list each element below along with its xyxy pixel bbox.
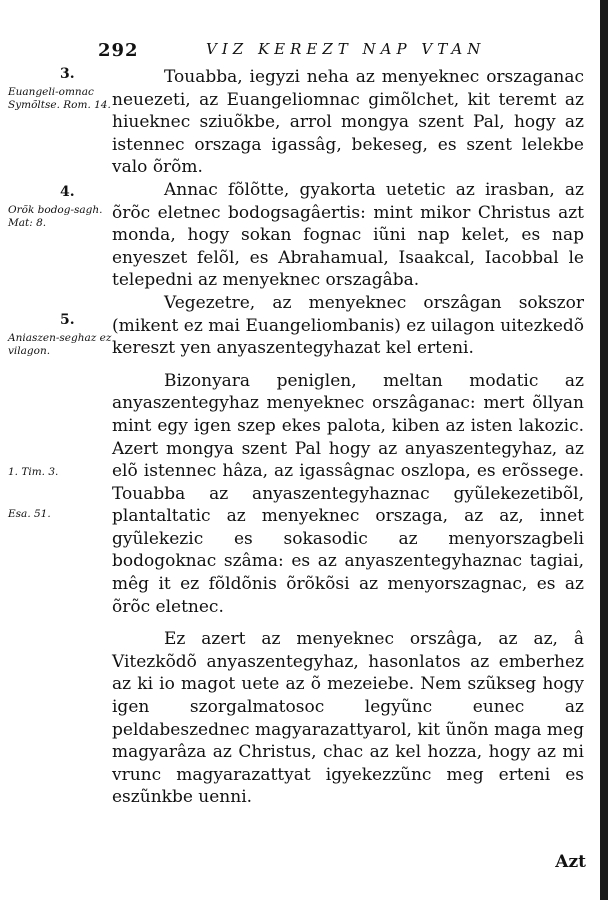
margin-note: Aniaszen-seghaz ez vilagon. xyxy=(8,332,112,357)
paragraph: Ez azert az menyeknec orszâga, az az, â Vitezkõdõ anyaszentegyhaz, hasonlatos az emberhez az ki io magot uete az õ mezeiebe. Nem szũkseg hogy igen szorgalmatosoc legyũnc eunec az peldabeszednec magyarazattyarol, kit ũnõn maga meg magyarâza az Christus, chac az kel hozza, hogy az mi vrunc magyarazattyat igyekezzũnc meg erteni es eszũnkbe uenni. xyxy=(112,629,584,808)
margin-note-number: 5. xyxy=(60,312,75,328)
paragraph: Vegezetre, az menyeknec orszâgan sokszor (mikent ez mai Euangeliombanis) ez uilagon uitezkedõ kereszt yen anyaszentegyhazat kel erteni. xyxy=(112,292,584,359)
margin-note: Esa. 51. xyxy=(8,508,51,520)
margin-note: Orõk bodog-sagh. Mat: 8. xyxy=(8,204,103,229)
running-title: VIZ KEREZT NAP VTAN xyxy=(206,40,486,58)
margin-note: Euangeli-omnac Symõltse. Rom. 14. xyxy=(8,86,111,111)
margin-note-number: 4. xyxy=(60,184,75,200)
paragraph: Touabba, iegyzi neha az menyeknec orszaganac neuezeti, az Euangeliomnac gimõlchet, kit teremt az hiueknec sziuõkbe, arrol mongya szent Pal, hogy az istennec orszaga igassâg, bekeseg, es szent lelekbe valo õrõm. xyxy=(112,67,584,178)
margin-note-number: 3. xyxy=(60,66,75,82)
margin-note: 1. Tim. 3. xyxy=(8,466,59,478)
page-number: 292 xyxy=(98,40,139,61)
main-text xyxy=(112,66,584,809)
paragraph: Annac fõlõtte, gyakorta uetetic az irasban, az õrõc eletnec bodogsagâertis: mint mikor Christus azt monda, hogy sokan fognac iũni nap kelet, es nap enyeszet felõl, es Abrahamual, Isaakcal, Iacobbal le telepedni az menyeknec orszagâba. xyxy=(112,179,584,291)
paragraph: Bizonyara peniglen, meltan modatic az anyaszentegyhaz menyeknec orszâganac: mert õllyan mint egy igen szep ekes palota, kiben az isten lakozic. Azert mongya szent Pal hogy az anyaszentegyhaz, az elõ istennec hâza, az igassâgnac oszlopa, es erõssege. Touabba az anyaszentegyhaznac gyũlekezetibõl, plantaltatic az menyeknec orszaga, az az, innet gyũlekezic es sokasodic az menyorszagbeli bodogoknac szâma: es az anyaszentegyhaznac tagiai, mêg it ez fõldõnis õrõkõsi az menyorszagnac, es az õrõc eletnec. xyxy=(112,370,584,617)
page-edge-shadow xyxy=(600,0,608,900)
catchword: Azt xyxy=(555,852,586,872)
